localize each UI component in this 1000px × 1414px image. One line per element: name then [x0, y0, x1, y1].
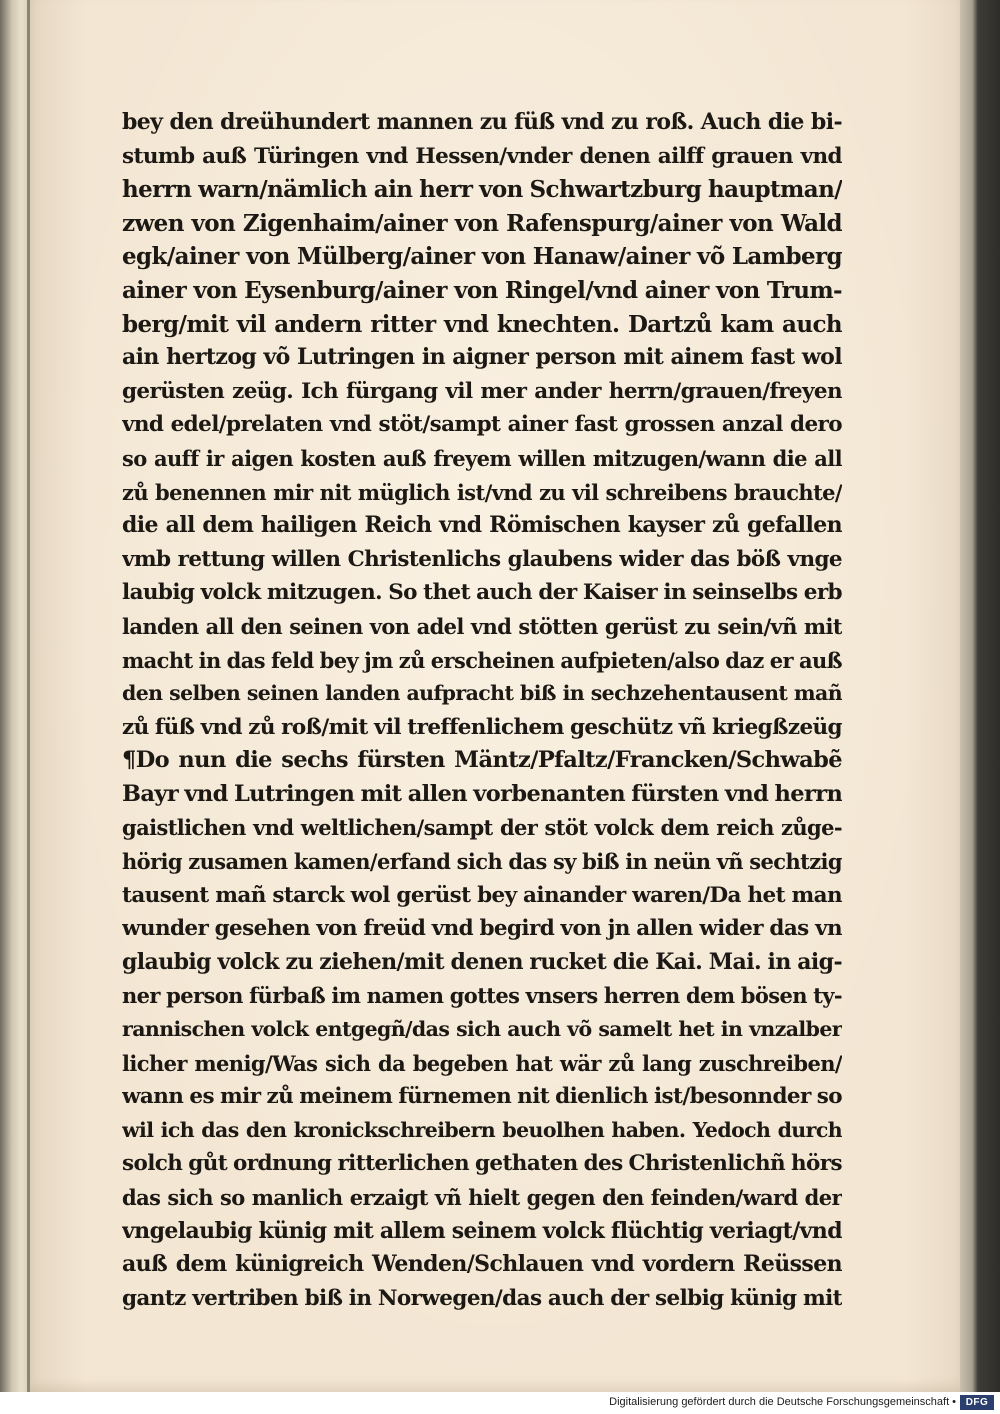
text-line: gaistlichen vnd weltlichen/sampt der stöt volck dem reich zůge- — [122, 815, 842, 841]
book-edge-right — [960, 0, 1000, 1392]
text-line: solch gůt ordnung ritterlichen gethaten des Christenlichñ hörs — [122, 1151, 842, 1177]
text-line: laubig volck mitzugen. So thet auch der Kaiser in seinselbs erb — [122, 580, 842, 606]
text-line: vngelaubig künig mit allem seinem volck flüchtig veriagt/vnd — [122, 1217, 842, 1244]
text-line: ¶Do nun die sechs fürsten Mäntz/Pfaltz/Francken/Schwabẽ — [122, 747, 842, 774]
text-line: vnd edel/prelaten vnd stöt/sampt ainer fast grossen anzal dero — [122, 412, 842, 438]
text-line: egk/ainer von Mülberg/ainer von Hanaw/ainer võ Lamberg — [122, 243, 842, 271]
text-line: ner person fürbaß im namen gottes vnsers herren dem bösen ty- — [122, 983, 842, 1009]
text-line: wunder gesehen von freüd vnd begird von jn allen wider das vn — [122, 916, 842, 942]
text-line: licher menig/Was sich da begeben hat wär zů lang zuschreiben/ — [122, 1050, 842, 1076]
text-line: zů füß vnd zů roß/mit vil treffenlichem geschütz vñ kriegßzeüg — [122, 714, 842, 740]
text-line: zwen von Zigenhaim/ainer von Rafenspurg/ainer von Wald — [122, 209, 842, 237]
text-line: zů benennen mir nit müglich ist/vnd zu vil schreibens brauchte/ — [122, 479, 842, 505]
funding-notice — [609, 1396, 956, 1408]
text-line: vmb rettung willen Christenlichs glaubens wider das böß vnge — [122, 546, 842, 572]
footer-separator: • — [952, 1396, 956, 1408]
text-line: herrn warn/nämlich ain herr von Schwartzburg hauptman/ — [122, 176, 842, 204]
text-line: so auff ir aigen kosten auß freyem willen mitzugen/wann die all — [122, 445, 842, 471]
text-line: stumb auß Türingen vnd Hessen/vnder denen ailff grauen vnd — [122, 143, 842, 169]
funding-text: Digitalisierung gefördert durch die Deutsche Forschungsgemeinschaft — [609, 1396, 950, 1408]
text-line: das sich so manlich erzaigt vñ hielt gegen den feinden/ward der — [122, 1185, 842, 1210]
text-line: die all dem hailigen Reich vnd Römischen kayser zů gefallen — [122, 512, 842, 539]
page-text-block — [122, 106, 842, 1315]
text-line: bey den dreühundert mannen zu füß vnd zu roß. Auch die bi- — [122, 109, 842, 135]
dfg-logo[interactable] — [960, 1395, 994, 1410]
text-line: Bayr vnd Lutringen mit allen vorbenanten fürsten vnd herrn — [122, 780, 842, 807]
text-line: ain hertzog võ Lutringen in aigner person mit ainem fast wol — [122, 344, 842, 371]
book-edge-left — [0, 0, 30, 1392]
text-line: wann es mir zů meinem fürnemen nit dienlich ist/besonnder so — [122, 1084, 842, 1110]
text-line: gantz vertriben biß in Norwegen/das auch der selbig künig mit — [122, 1285, 842, 1311]
text-line: landen all den seinen von adel vnd stötten gerüst zu sein/vñ mit — [122, 613, 842, 639]
book-page — [30, 0, 962, 1392]
text-line: hörig zusamen kamen/erfand sich das sy biß in neün vñ sechtzig — [122, 849, 842, 875]
text-line: glaubig volck zu ziehen/mit denen rucket die Kai. Mai. in aig- — [122, 948, 842, 975]
text-line: auß dem künigreich Wenden/Schlauen vnd vordern Reüssen — [122, 1251, 842, 1278]
dfg-logo-text: DFG — [965, 1397, 989, 1408]
text-line: ainer von Eysenburg/ainer von Ringel/vnd ainer von Trum- — [122, 276, 842, 304]
text-line: gerüsten zeüg. Ich fürgang vil mer ander herrn/grauen/freyen — [122, 378, 842, 404]
text-line: macht in das feld bey jm zů erscheinen aufpieten/also daz er auß — [122, 647, 842, 673]
text-line: tausent mañ starck wol gerüst bey ainander waren/Da het man — [122, 882, 842, 908]
text-line: wil ich das den kronickschreibern beuolhen haben. Yedoch durch — [122, 1117, 842, 1142]
text-line: berg/mit vil andern ritter vnd knechten. Dartzů kam auch — [122, 310, 842, 338]
text-line: rannischen volck entgegñ/das sich auch võ samelt het in vnzalber — [122, 1017, 842, 1042]
text-line: den selben seinen landen aufpracht biß in sechzehentausent mañ — [122, 681, 842, 706]
